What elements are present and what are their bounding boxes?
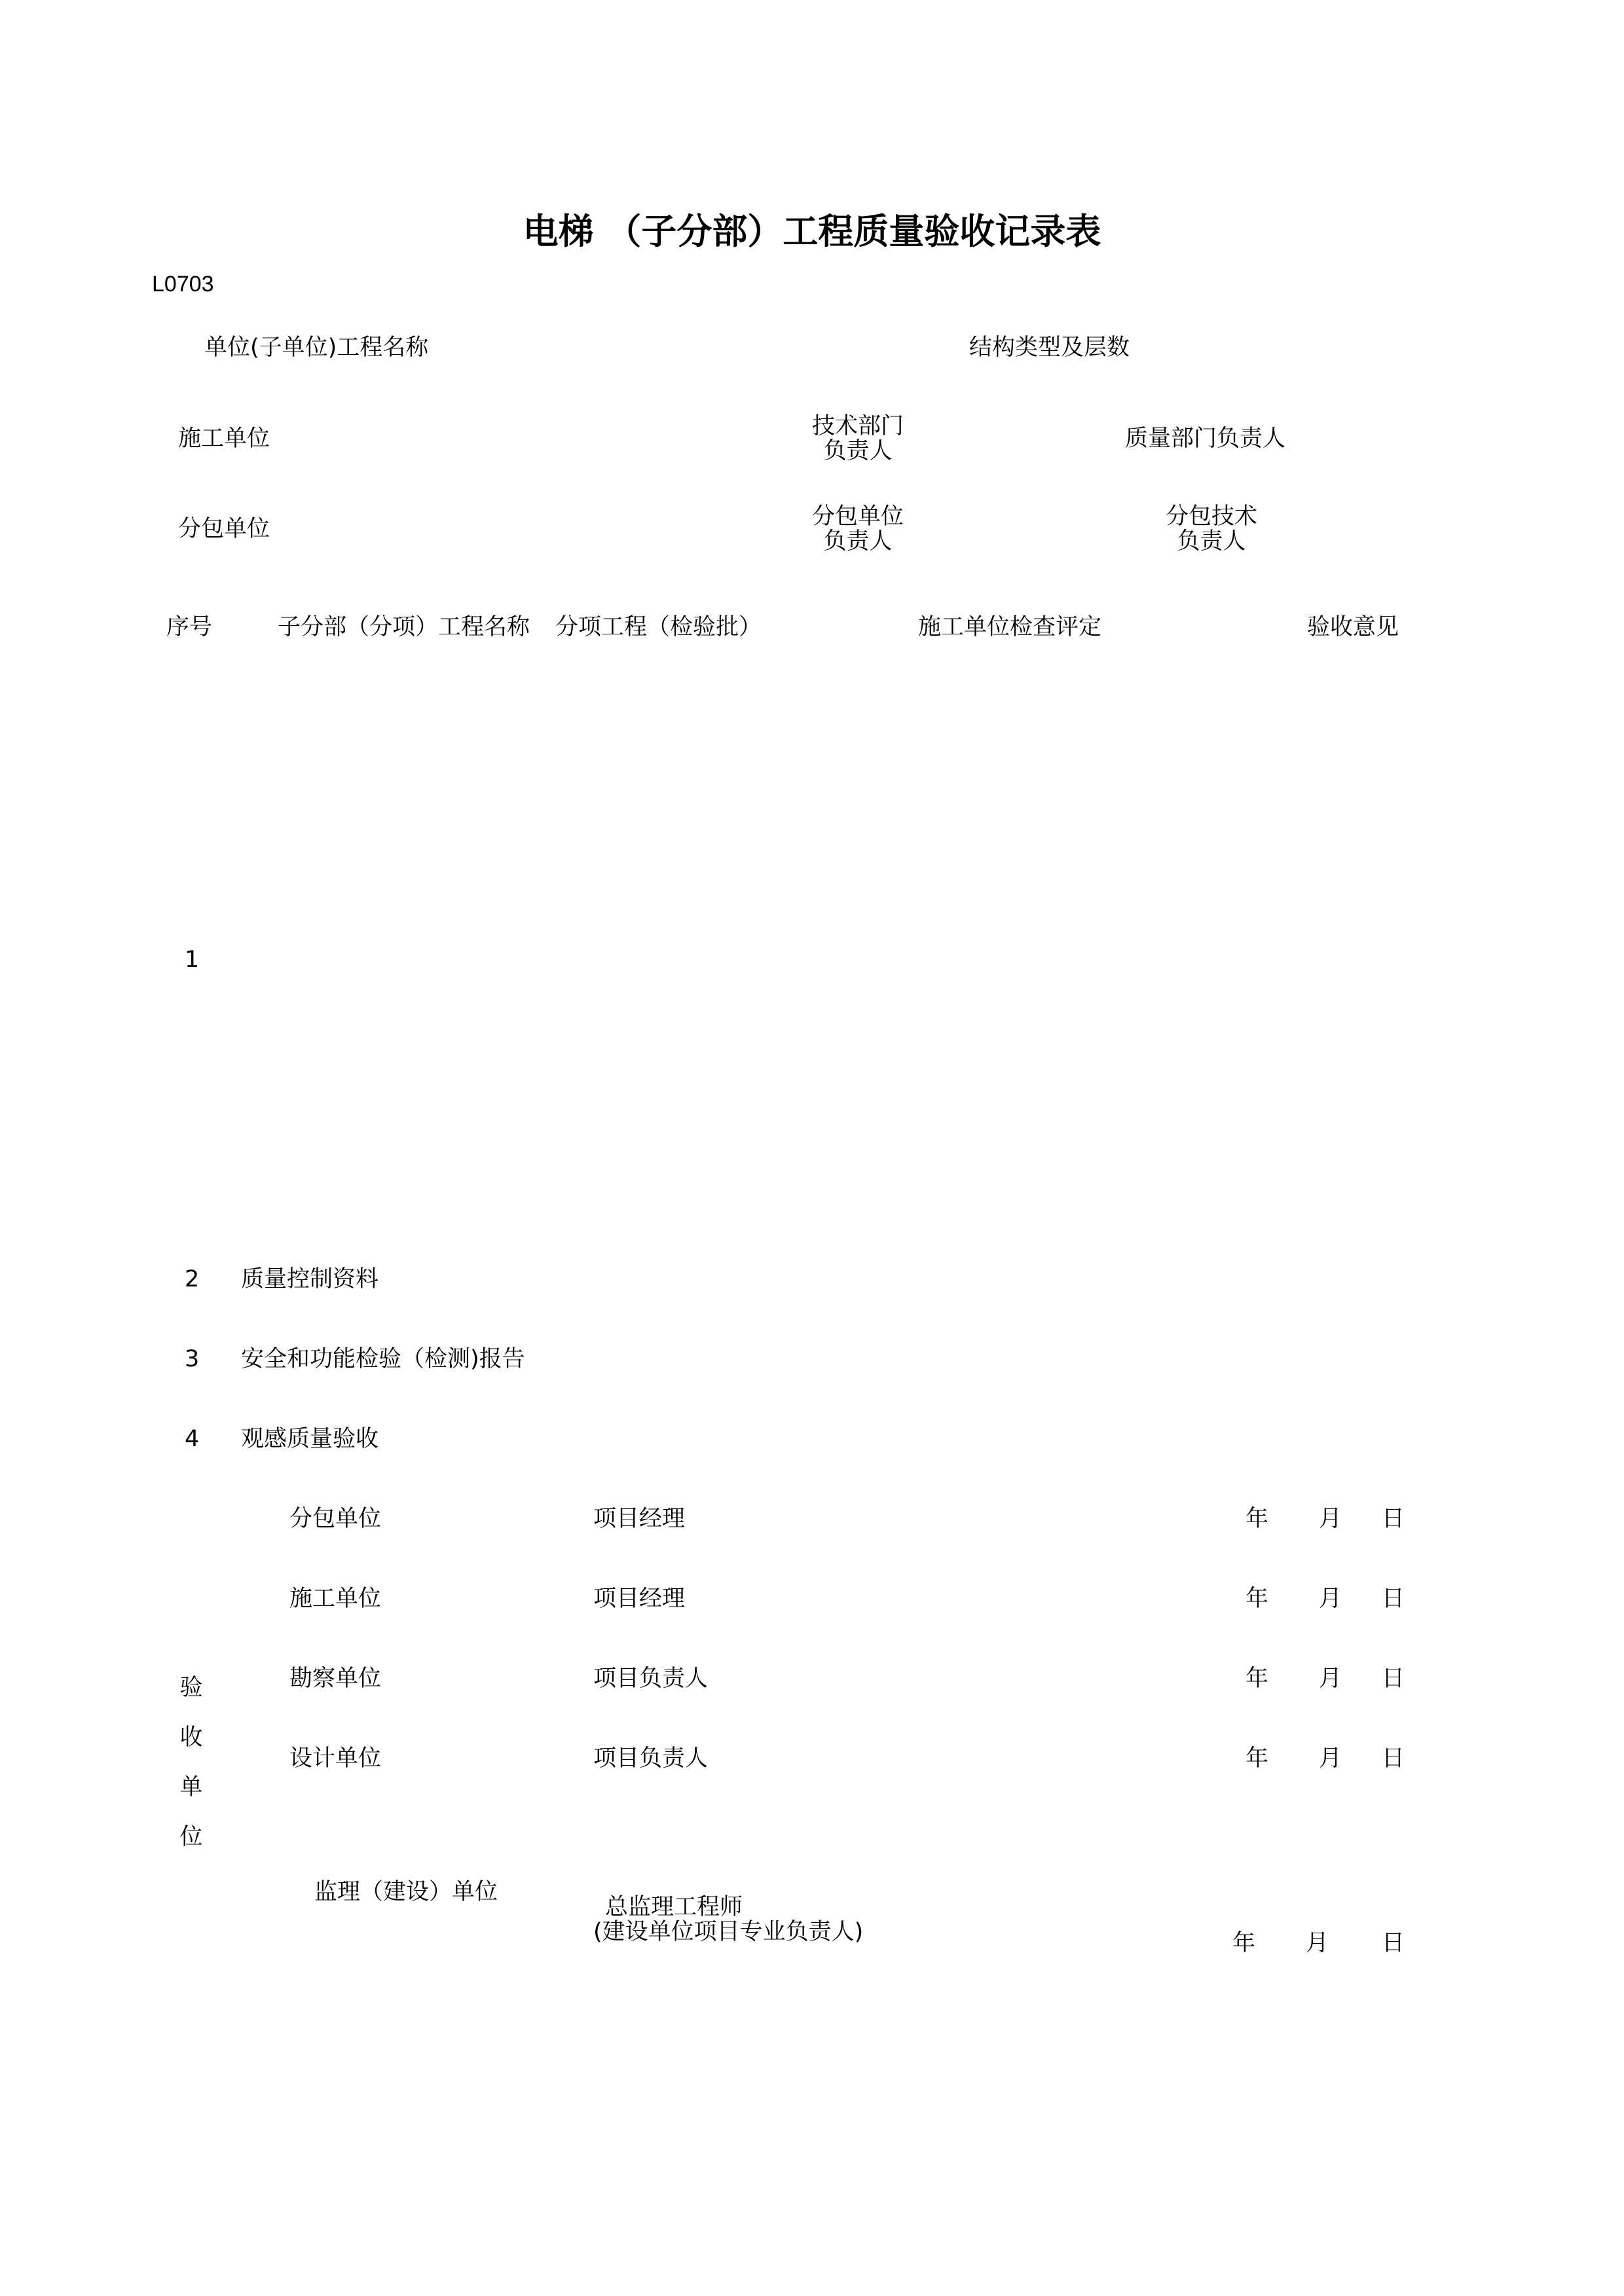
row-2-name: 质量控制资料 [241, 1266, 379, 1292]
sub-tech-head-line-2: 负责人 [1177, 528, 1246, 555]
project-name-label: 单位(子单位)工程名称 [204, 335, 429, 361]
row-3-name: 安全和功能检验（检测)报告 [241, 1346, 525, 1372]
date-day-5: 日 [1382, 1930, 1405, 1956]
date-day-3: 日 [1382, 1666, 1405, 1692]
date-day-1: 日 [1382, 1506, 1405, 1532]
acceptance-row-2-unit: 施工单位 [289, 1586, 382, 1612]
acceptance-row-4-unit: 设计单位 [289, 1745, 382, 1772]
date-year-1: 年 [1246, 1506, 1269, 1532]
row-2-no: 2 [185, 1266, 200, 1292]
acceptance-row-3-unit: 勘察单位 [289, 1666, 382, 1692]
sub-tech-head-line-1: 分包技术 [1165, 503, 1257, 530]
quality-dept-head-label: 质量部门负责人 [1125, 426, 1286, 452]
side-char-1: 验 [179, 1675, 203, 1701]
sub-unit-head-label [805, 504, 910, 554]
side-char-3: 单 [179, 1774, 203, 1800]
sub-unit-head-line-1: 分包单位 [811, 503, 904, 530]
col-header-acceptance-opinion: 验收意见 [1307, 614, 1399, 640]
date-year-4: 年 [1246, 1745, 1269, 1772]
date-month-1: 月 [1319, 1506, 1342, 1532]
acceptance-row-1-unit: 分包单位 [289, 1506, 382, 1532]
date-year-2: 年 [1246, 1586, 1269, 1612]
acceptance-row-1-role: 项目经理 [593, 1506, 686, 1532]
supervision-unit-label: 监理（建设）单位 [314, 1879, 498, 1905]
page-title: 电梯 （子分部）工程质量验收记录表 [523, 211, 1101, 252]
side-char-4: 位 [179, 1824, 203, 1850]
col-header-inspection-batch-clip [555, 609, 776, 646]
side-char-2: 收 [179, 1724, 203, 1751]
sub-tech-head-label [1159, 504, 1264, 554]
date-month-2: 月 [1319, 1586, 1342, 1612]
supervision-role-line-1: 总监理工程师 [605, 1894, 743, 1920]
acceptance-row-4-role: 项目负责人 [593, 1745, 709, 1772]
subcontract-unit-label: 分包单位 [178, 516, 270, 542]
tech-dept-head-label [805, 414, 910, 464]
sub-unit-head-line-2: 负责人 [823, 528, 893, 555]
col-header-subsection-name: 子分部（分项）工程名称 [278, 614, 530, 640]
date-month-3: 月 [1319, 1666, 1342, 1692]
form-code: L0703 [152, 272, 214, 297]
date-month-4: 月 [1319, 1745, 1342, 1772]
col-header-self-check: 施工单位检查评定 [918, 614, 1102, 640]
col-header-inspection-batch: 分项工程（检验批） [555, 614, 762, 640]
date-day-4: 日 [1382, 1745, 1405, 1772]
acceptance-row-3-role: 项目负责人 [593, 1666, 709, 1692]
tech-dept-head-line-1: 技术部门 [811, 413, 904, 439]
date-month-5: 月 [1306, 1930, 1329, 1956]
row-1-no: 1 [185, 947, 200, 973]
row-4-no: 4 [185, 1426, 200, 1452]
date-year-5: 年 [1232, 1930, 1256, 1956]
structure-type-label: 结构类型及层数 [969, 335, 1130, 361]
tech-dept-head-line-2: 负责人 [823, 438, 893, 464]
col-header-no: 序号 [166, 614, 213, 640]
acceptance-row-2-role: 项目经理 [593, 1586, 686, 1612]
date-year-3: 年 [1246, 1666, 1269, 1692]
row-4-name: 观感质量验收 [241, 1426, 379, 1452]
supervision-role-line-2: (建设单位项目专业负责人) [593, 1919, 864, 1945]
construction-unit-label: 施工单位 [178, 426, 270, 452]
date-day-2: 日 [1382, 1586, 1405, 1612]
row-3-no: 3 [185, 1346, 200, 1372]
acceptance-unit-side-label [178, 1663, 204, 1862]
